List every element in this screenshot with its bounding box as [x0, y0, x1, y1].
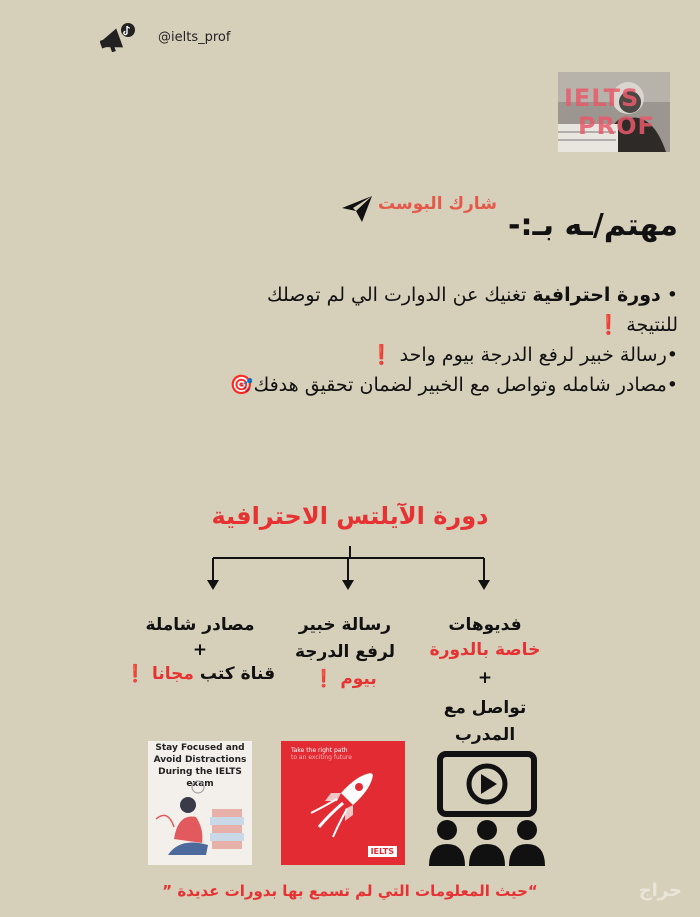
exclamation-icon: ❗ — [124, 664, 147, 684]
benefits-list — [208, 280, 678, 400]
column-expert-message — [285, 612, 405, 693]
study-illustration-icon — [148, 779, 252, 865]
send-arrow-icon[interactable] — [340, 194, 374, 224]
bullet-expert: •رسالة خبير لرفع الدرجة بيوم واحد ❗ — [369, 344, 678, 366]
ielts-tagline-1: Take the right path — [291, 747, 348, 754]
ielts-logo: IELTS — [368, 846, 397, 857]
bullet-course-text: تغنيك عن الدوارت الي لم توصلك — [266, 284, 527, 306]
column-videos-line3: تواصل مع — [443, 698, 527, 718]
share-post-label[interactable]: شارك البوست — [378, 194, 497, 214]
ielts-rocket-card — [281, 741, 405, 865]
footer-quote: “حيث المعلومات التي لم تسمع بها بدورات عديدة ” — [162, 882, 538, 900]
column-expert-line2: لرفع الدرجة — [295, 642, 395, 662]
column-videos-title: فديوهات — [448, 615, 522, 635]
bullet-expert-text: رسالة خبير لرفع الدرجة بيوم واحد — [399, 344, 667, 366]
social-handle[interactable]: @ielts_prof — [158, 29, 231, 45]
course-exclusive-text: خاصة بالدورة — [429, 640, 541, 660]
profile-photo — [558, 72, 670, 152]
exclamation-icon: ❗ — [313, 669, 335, 689]
plus-sign: + — [477, 668, 493, 688]
page-title: مهتم/ـه بـ:- — [508, 208, 678, 243]
column-expert-title: رسالة خبير — [298, 615, 392, 635]
video-audience-icon — [425, 750, 549, 866]
rocket-icon — [301, 763, 385, 847]
plus-sign: + — [192, 640, 208, 660]
exclamation-icon: ❗ — [596, 314, 621, 336]
column-resources — [120, 612, 280, 688]
column-videos-line4: المدرب — [454, 725, 516, 745]
bullet-course-line2-text: للنتيجة — [626, 314, 678, 336]
free-text: مجانا — [152, 664, 194, 684]
column-videos — [420, 612, 550, 749]
watermark-logo: حراج — [638, 880, 682, 901]
ielts-tagline-2: to an exciting future — [291, 754, 352, 761]
one-day-text: بيوم — [340, 669, 377, 689]
bullet-course-bold: دورة احترافية — [532, 284, 661, 306]
column-resources-title: مصادر شاملة — [145, 615, 255, 635]
book-cover-card — [148, 741, 252, 865]
megaphone-tiktok-icon — [100, 22, 136, 52]
course-title: دورة الآيلتس الاحترافية — [211, 502, 489, 530]
target-icon: 🎯 — [229, 374, 254, 396]
exclamation-icon: ❗ — [369, 344, 394, 366]
photo-overlay-text — [564, 84, 655, 140]
books-channel-text: قناة كتب — [199, 664, 276, 684]
bullet-resources-text: مصادر شامله وتواصل مع الخبير لضمان تحقيق هدفك — [253, 374, 667, 396]
bullet-resources: •مصادر شامله وتواصل مع الخبير لضمان تحقيق هدفك🎯 — [229, 374, 678, 396]
bullet-course-line2 — [208, 310, 678, 340]
book-cover-title: Stay Focused and Avoid Distractions During the IELTS exam — [153, 743, 247, 789]
photo-text-line2: PROF — [578, 112, 655, 140]
column-resources-line2 — [120, 661, 280, 688]
header-handle-row — [100, 22, 230, 52]
branch-diagram-icon — [200, 546, 500, 592]
bullet-course: • دورة احترافية تغنيك عن الدوارت الي لم توصلك — [266, 284, 678, 306]
photo-text-line1: IELTS — [564, 84, 640, 112]
column-expert-line3 — [285, 666, 405, 693]
